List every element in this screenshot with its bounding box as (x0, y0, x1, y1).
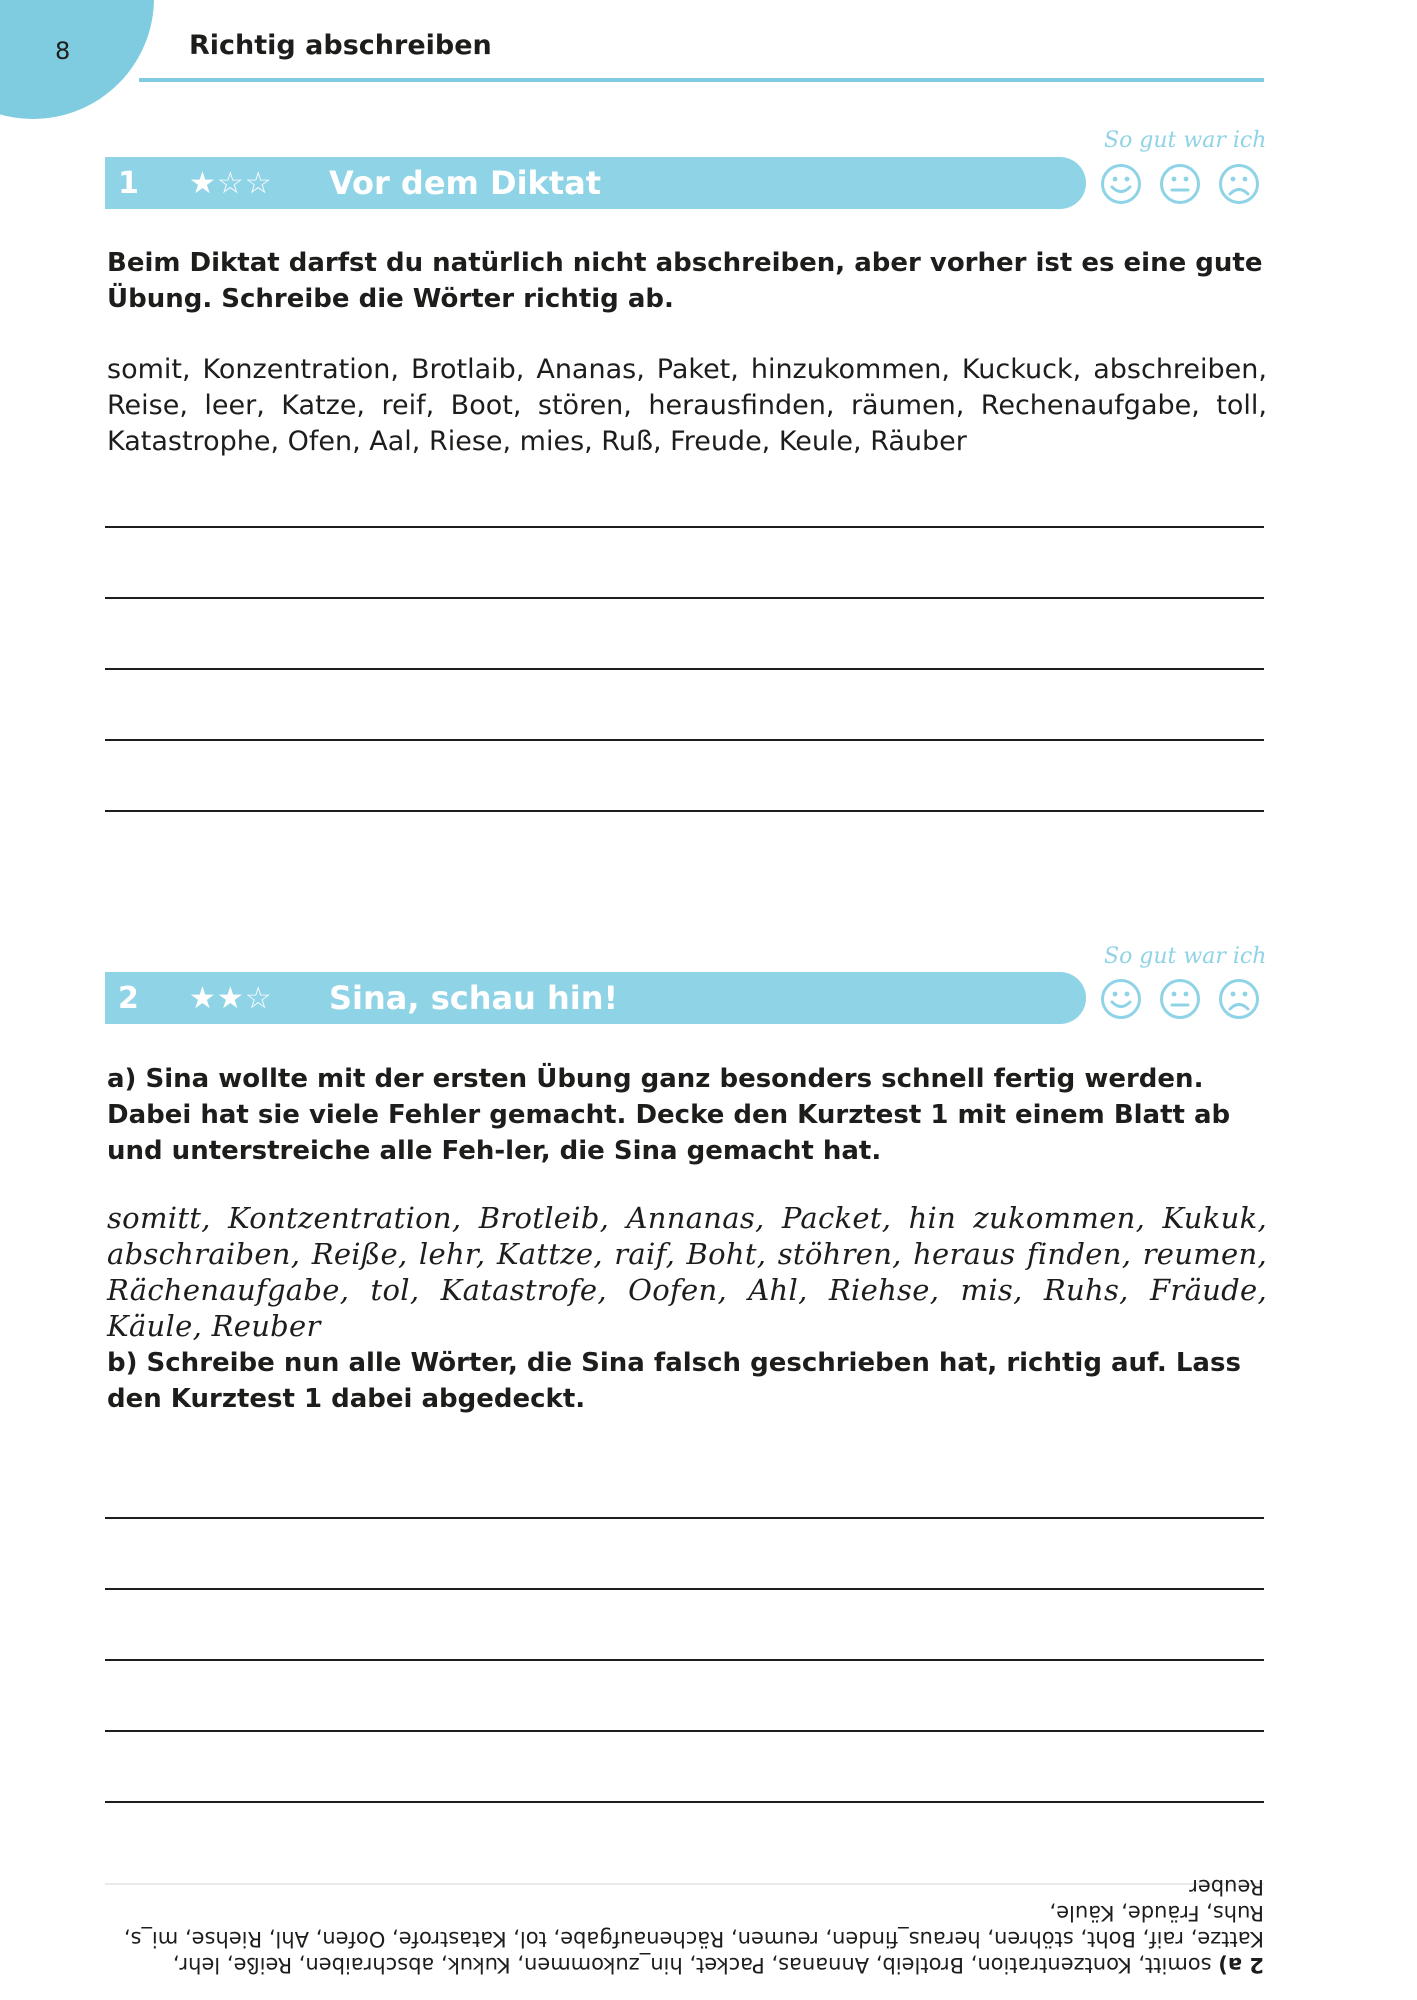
sad-face-icon[interactable] (1218, 163, 1260, 205)
happy-face-icon[interactable] (1100, 163, 1142, 205)
task-title: Vor dem Diktat (329, 164, 602, 202)
self-rating-faces (1100, 978, 1260, 1020)
rating-label: So gut war ich (1104, 128, 1267, 153)
happy-face-icon[interactable] (1100, 978, 1142, 1020)
writing-line[interactable] (105, 1801, 1264, 1803)
task-1-header (105, 157, 1086, 209)
page-corner-circle (0, 0, 154, 119)
writing-line[interactable] (105, 810, 1264, 812)
task-title: Sina, schau hin! (329, 979, 619, 1017)
self-rating-faces (1100, 163, 1260, 205)
writing-line[interactable] (105, 739, 1264, 741)
task-2-header (105, 972, 1086, 1024)
writing-line[interactable] (105, 1730, 1264, 1732)
sad-face-icon[interactable] (1218, 978, 1260, 1020)
task-number: 1 (118, 165, 139, 201)
neutral-face-icon[interactable] (1159, 978, 1201, 1020)
task-number: 2 (118, 980, 139, 1016)
task-instruction: Beim Diktat darfst du natürlich nicht abschreiben, aber vorher ist es eine gute Übung. Schreibe die Wörter richtig ab. (107, 248, 1263, 314)
difficulty-stars: ★☆☆ (189, 165, 273, 201)
solution-label: 2 a) (1218, 1953, 1264, 1977)
writing-line[interactable] (105, 597, 1264, 599)
page-number: 8 (55, 37, 71, 65)
difficulty-stars: ★★☆ (189, 980, 273, 1016)
task-instruction-a: a) Sina wollte mit der ersten Übung ganz besonders schnell fertig werden. Dabei hat sie viele Fehler gemacht. Decke den Kurztest 1 mit einem Blatt ab und unterstreiche alle Feh-ler, die Sina gemacht hat. (107, 1064, 1231, 1166)
task-instruction-b: b) Schreibe nun alle Wörter, die Sina falsch geschrieben hat, richtig auf. Lass den Kurztest 1 dabei abgedeckt. (107, 1348, 1241, 1414)
writing-line[interactable] (105, 526, 1264, 528)
header-rule (139, 78, 1264, 82)
solution-text-end: Reuber (1189, 1875, 1264, 1899)
writing-line[interactable] (105, 1517, 1264, 1519)
writing-line[interactable] (105, 1659, 1264, 1661)
writing-line[interactable] (105, 1588, 1264, 1590)
neutral-face-icon[interactable] (1159, 163, 1201, 205)
solution-text (105, 1900, 1264, 1978)
writing-line[interactable] (105, 668, 1264, 670)
rating-label: So gut war ich (1104, 944, 1267, 969)
word-list: somit, Konzentration, Brotlaib, Ananas, Paket, hinzukommen, Kuckuck, abschreiben, Reise, leer, Katze, reif, Boot, stören, herausfinden, räumen, Rechenaufgabe, toll, Katastrophe, Ofen, Aal, Riese, mies, Ruß, Freude, Keule, Räuber (107, 354, 1267, 457)
solution-line: somitt, Kontzentration, Brotleib, Annanas, Packet, hin_zukommen, Kukuk, abschraiben, Reiße, lehr, Kattze, raif, Boht, stöhren, heraus_finden, reumen, Rächenaufgabe, tol, Katastrofe, Oofen, Ahl, Riehse, mi_s, Ruhs, Fräude, Käule, (123, 1901, 1264, 1977)
running-title: Richtig abschreiben (189, 30, 492, 61)
upside-down-solution (105, 1875, 1264, 1978)
handwritten-word-list: somitt, Kontzentration, Brotleib, Annanas, Packet, hin zukommen, Kukuk, abschraiben, Reiße, lehr, Kattze, raif, Boht, stöhren, heraus finden, reumen, Rächenaufgabe, tol, Katastrofe, Oofen, Ahl, Riehse, mis, Ruhs, Fräude, Käule, Reuber (107, 1201, 1267, 1343)
